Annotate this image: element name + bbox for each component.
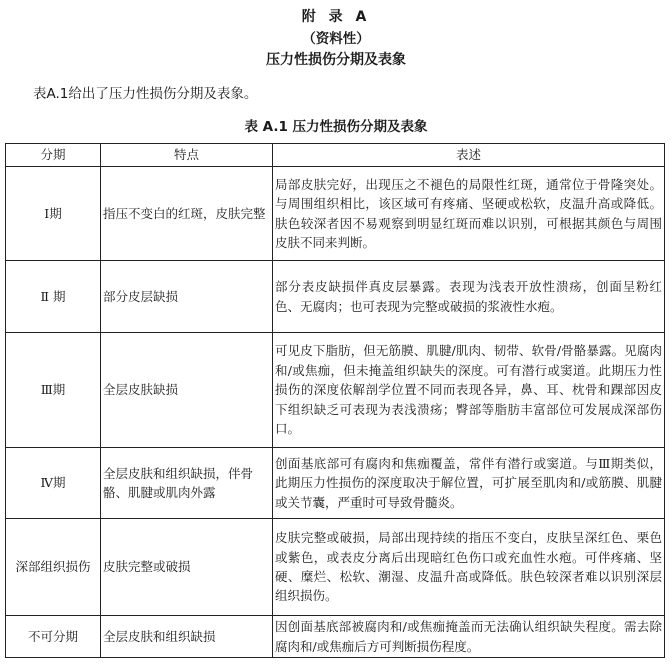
- appendix-heading: 附 录 A: [301, 9, 371, 25]
- header-stage: 分期: [6, 144, 101, 167]
- feature-cell: 全层皮肤和组织缺损: [101, 616, 273, 658]
- stage-cell: Ⅱ 期: [6, 261, 101, 333]
- feature-cell: 部分皮层缺损: [101, 261, 273, 333]
- appendix-title: 压力性损伤分期及表象: [266, 52, 406, 68]
- feature-cell: 全层皮肤缺损: [101, 333, 273, 448]
- description-cell: 创面基底部可有腐肉和焦痂覆盖，常伴有潜行或窦道。与Ⅲ期类似，此期压力性损伤的深度取决于解位置，可扩展至肌肉和/或筋膜、肌腱或关节囊，严重时可导致骨髓炎。: [273, 448, 665, 519]
- table-header-row: [6, 144, 665, 167]
- appendix-note: （资料性）: [302, 31, 370, 47]
- table-row: [6, 261, 665, 333]
- stage-cell: Ⅳ期: [6, 448, 101, 519]
- description-cell: 可见皮下脂肪，但无筋膜、肌腱/肌肉、韧带、软骨/骨骼暴露。见腐肉和/或焦痂，但未掩盖组织缺失的深度。可有潜行或窦道。此期压力性损伤的深度依解剖学位置不同而表现各异，鼻、耳、枕骨和踝部因皮下组织缺乏可表现为表浅溃疡；臀部等脂肪丰富部位可发展成深部伤口。: [273, 333, 665, 448]
- feature-cell: 皮肤完整或破损: [101, 519, 273, 616]
- stage-table: [5, 143, 665, 658]
- stage-cell: Ⅲ期: [6, 333, 101, 448]
- table-row: [6, 519, 665, 616]
- stage-cell: 不可分期: [6, 616, 101, 658]
- feature-cell: 全层皮肤和组织缺损，伴骨骼、肌腱或肌肉外露: [101, 448, 273, 519]
- table-caption: 表 A.1 压力性损伤分期及表象: [244, 119, 428, 135]
- table-row: [6, 333, 665, 448]
- description-cell: 部分表皮缺损伴真皮层暴露。表现为浅表开放性溃疡，创面呈粉红色、无腐肉；也可表现为完整或破损的浆液性水疱。: [273, 261, 665, 333]
- header-feature: 特点: [101, 144, 273, 167]
- header-description: 表述: [273, 144, 665, 167]
- description-cell: 局部皮肤完好，出现压之不褪色的局限性红斑，通常位于骨隆突处。与周围组织相比，该区域可有疼痛、坚硬或松软，皮温升高或降低。肤色较深者因不易观察到明显红斑而难以识别，可根据其颜色与周围皮肤不同来判断。: [273, 167, 665, 261]
- feature-cell: 指压不变白的红斑，皮肤完整: [101, 167, 273, 261]
- table-row: [6, 616, 665, 658]
- table-row: [6, 167, 665, 261]
- description-cell: 皮肤完整或破损，局部出现持续的指压不变白，皮肤呈深红色、栗色或紫色，或表皮分离后出现暗红色伤口或充血性水疱。可伴疼痛、坚硬、糜烂、松软、潮湿、皮温升高或降低。肤色较深者难以识别深层组织损伤。: [273, 519, 665, 616]
- table-row: [6, 448, 665, 519]
- description-cell: 因创面基底部被腐肉和/或焦痂掩盖而无法确认组织缺失程度。需去除腐肉和/或焦痂后方可判断损伤程度。: [273, 616, 665, 658]
- intro-paragraph: 表A.1给出了压力性损伤分期及表象。: [33, 86, 258, 102]
- stage-cell: Ⅰ期: [6, 167, 101, 261]
- stage-cell: 深部组织损伤: [6, 519, 101, 616]
